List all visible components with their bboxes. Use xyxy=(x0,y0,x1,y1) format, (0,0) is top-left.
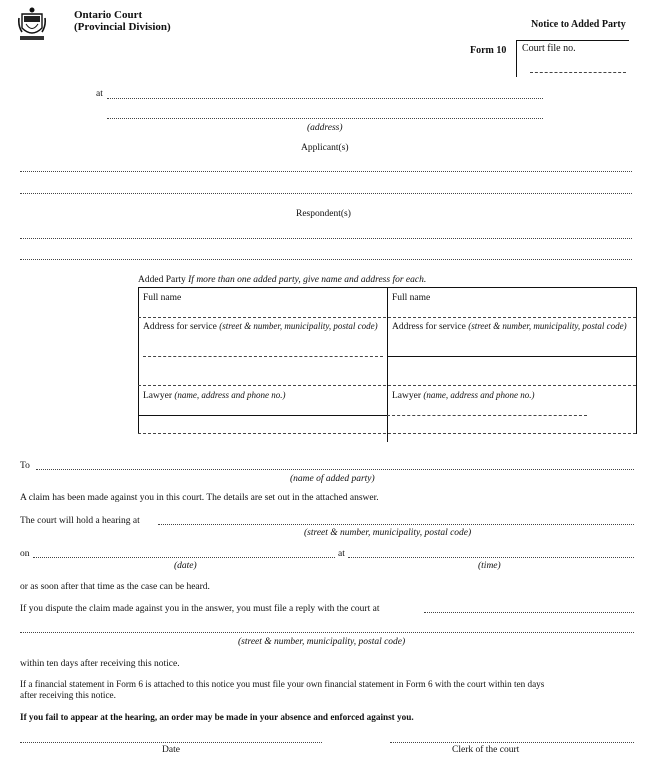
date-signature-field[interactable] xyxy=(24,729,320,741)
lawyer-mid-rule-right xyxy=(387,415,587,416)
applicant-line-1 xyxy=(20,171,632,172)
hearing-prefix: The court will hold a hearing at xyxy=(20,516,140,526)
hearing-address-field[interactable] xyxy=(162,512,630,524)
added-party-right-border xyxy=(636,287,637,434)
form-number: Form 10 xyxy=(470,45,507,56)
address-mid-rule-left xyxy=(143,356,383,357)
respondent-line-1 xyxy=(20,238,632,239)
clerk-signature-line xyxy=(390,742,634,743)
court-file-line xyxy=(530,72,626,73)
address-label-right: Address for service (street & number, municipality, postal code) xyxy=(392,321,627,332)
at-label: at xyxy=(338,549,345,559)
added-party-name-field[interactable] xyxy=(40,457,630,469)
financial-statement-line-1: If a financial statement in Form 6 is attached to this notice you must file your own financial statement in Form 6 with the court within ten days xyxy=(20,679,545,689)
claim-sentence: A claim has been made against you in this court. The details are set out in the attached answer. xyxy=(20,493,379,503)
time-caption: (time) xyxy=(478,561,501,571)
date-signature-line xyxy=(20,742,322,743)
respondents-label: Respondent(s) xyxy=(296,209,351,219)
failure-warning: If you fail to appear at the hearing, an order may be made in your absence and enforced against you. xyxy=(20,712,414,722)
full-name-label-right: Full name xyxy=(392,293,431,303)
name-of-added-party-caption: (name of added party) xyxy=(290,474,375,484)
hearing-address-line xyxy=(158,524,634,525)
added-party-bottom-rule xyxy=(138,433,636,434)
court-file-number-field[interactable] xyxy=(530,58,624,70)
court-location-field[interactable] xyxy=(110,86,540,98)
court-location-line-2 xyxy=(107,118,543,119)
clerk-label: Clerk of the court xyxy=(452,745,520,755)
added-party-left-border xyxy=(138,287,139,434)
hearing-address-caption: (street & number, municipality, postal code) xyxy=(304,528,472,538)
date-label: Date xyxy=(162,745,180,755)
address-row-rule xyxy=(138,385,636,386)
dispute-sentence: If you dispute the claim made against you in the answer, you must file a reply with the court at xyxy=(20,604,380,614)
full-name-field-right[interactable] xyxy=(392,305,630,317)
address-caption: (address) xyxy=(307,123,343,133)
as-soon-after-text: or as soon after that time as the case can be heard. xyxy=(20,582,210,592)
full-name-field-left[interactable] xyxy=(143,305,381,317)
lawyer-mid-rule-left xyxy=(138,415,387,416)
ontario-coat-of-arms-icon xyxy=(18,6,46,42)
lawyer-label-right: Lawyer (name, address and phone no.) xyxy=(392,390,535,401)
reply-address-field-2[interactable] xyxy=(22,620,630,632)
financial-statement-line-2: after receiving this notice. xyxy=(20,690,116,700)
court-location-line-1 xyxy=(107,98,543,99)
respondent-line-2 xyxy=(20,259,632,260)
address-field-left-2[interactable] xyxy=(143,370,381,382)
court-file-label: Court file no. xyxy=(522,43,576,54)
at-prefix: at xyxy=(96,89,103,99)
reply-address-field-1[interactable] xyxy=(428,600,630,612)
added-party-heading: Added Party If more than one added party, give name and address for each. xyxy=(138,275,427,285)
clerk-signature-field[interactable] xyxy=(394,729,630,741)
hearing-date-line xyxy=(33,557,335,558)
court-name: Ontario Court xyxy=(74,9,143,21)
on-label: on xyxy=(20,549,30,559)
court-division: (Provincial Division) xyxy=(74,21,171,33)
address-mid-rule-right xyxy=(387,356,636,357)
hearing-time-field[interactable] xyxy=(350,545,630,557)
full-name-row-rule xyxy=(138,317,636,318)
added-party-divider xyxy=(387,287,388,442)
address-field-right[interactable] xyxy=(392,343,630,355)
hearing-time-line xyxy=(348,557,634,558)
to-label: To xyxy=(20,461,30,471)
to-line xyxy=(36,469,634,470)
applicant-field[interactable] xyxy=(22,159,628,171)
within-ten-days-text: within ten days after receiving this notice. xyxy=(20,659,180,669)
full-name-label-left: Full name xyxy=(143,293,182,303)
address-field-left[interactable] xyxy=(143,343,381,355)
applicants-label: Applicant(s) xyxy=(301,143,349,153)
lawyer-label-left: Lawyer (name, address and phone no.) xyxy=(143,390,286,401)
reply-address-caption: (street & number, municipality, postal code) xyxy=(238,637,406,647)
applicant-line-2 xyxy=(20,193,632,194)
address-field-right-2[interactable] xyxy=(392,370,630,382)
reply-address-line-2 xyxy=(20,632,634,633)
document-title: Notice to Added Party xyxy=(531,19,626,30)
address-label-left: Address for service (street & number, municipality, postal code) xyxy=(143,321,378,332)
date-caption: (date) xyxy=(174,561,197,571)
reply-address-line-1 xyxy=(424,612,634,613)
hearing-date-field[interactable] xyxy=(36,545,332,557)
respondent-field[interactable] xyxy=(22,226,628,238)
